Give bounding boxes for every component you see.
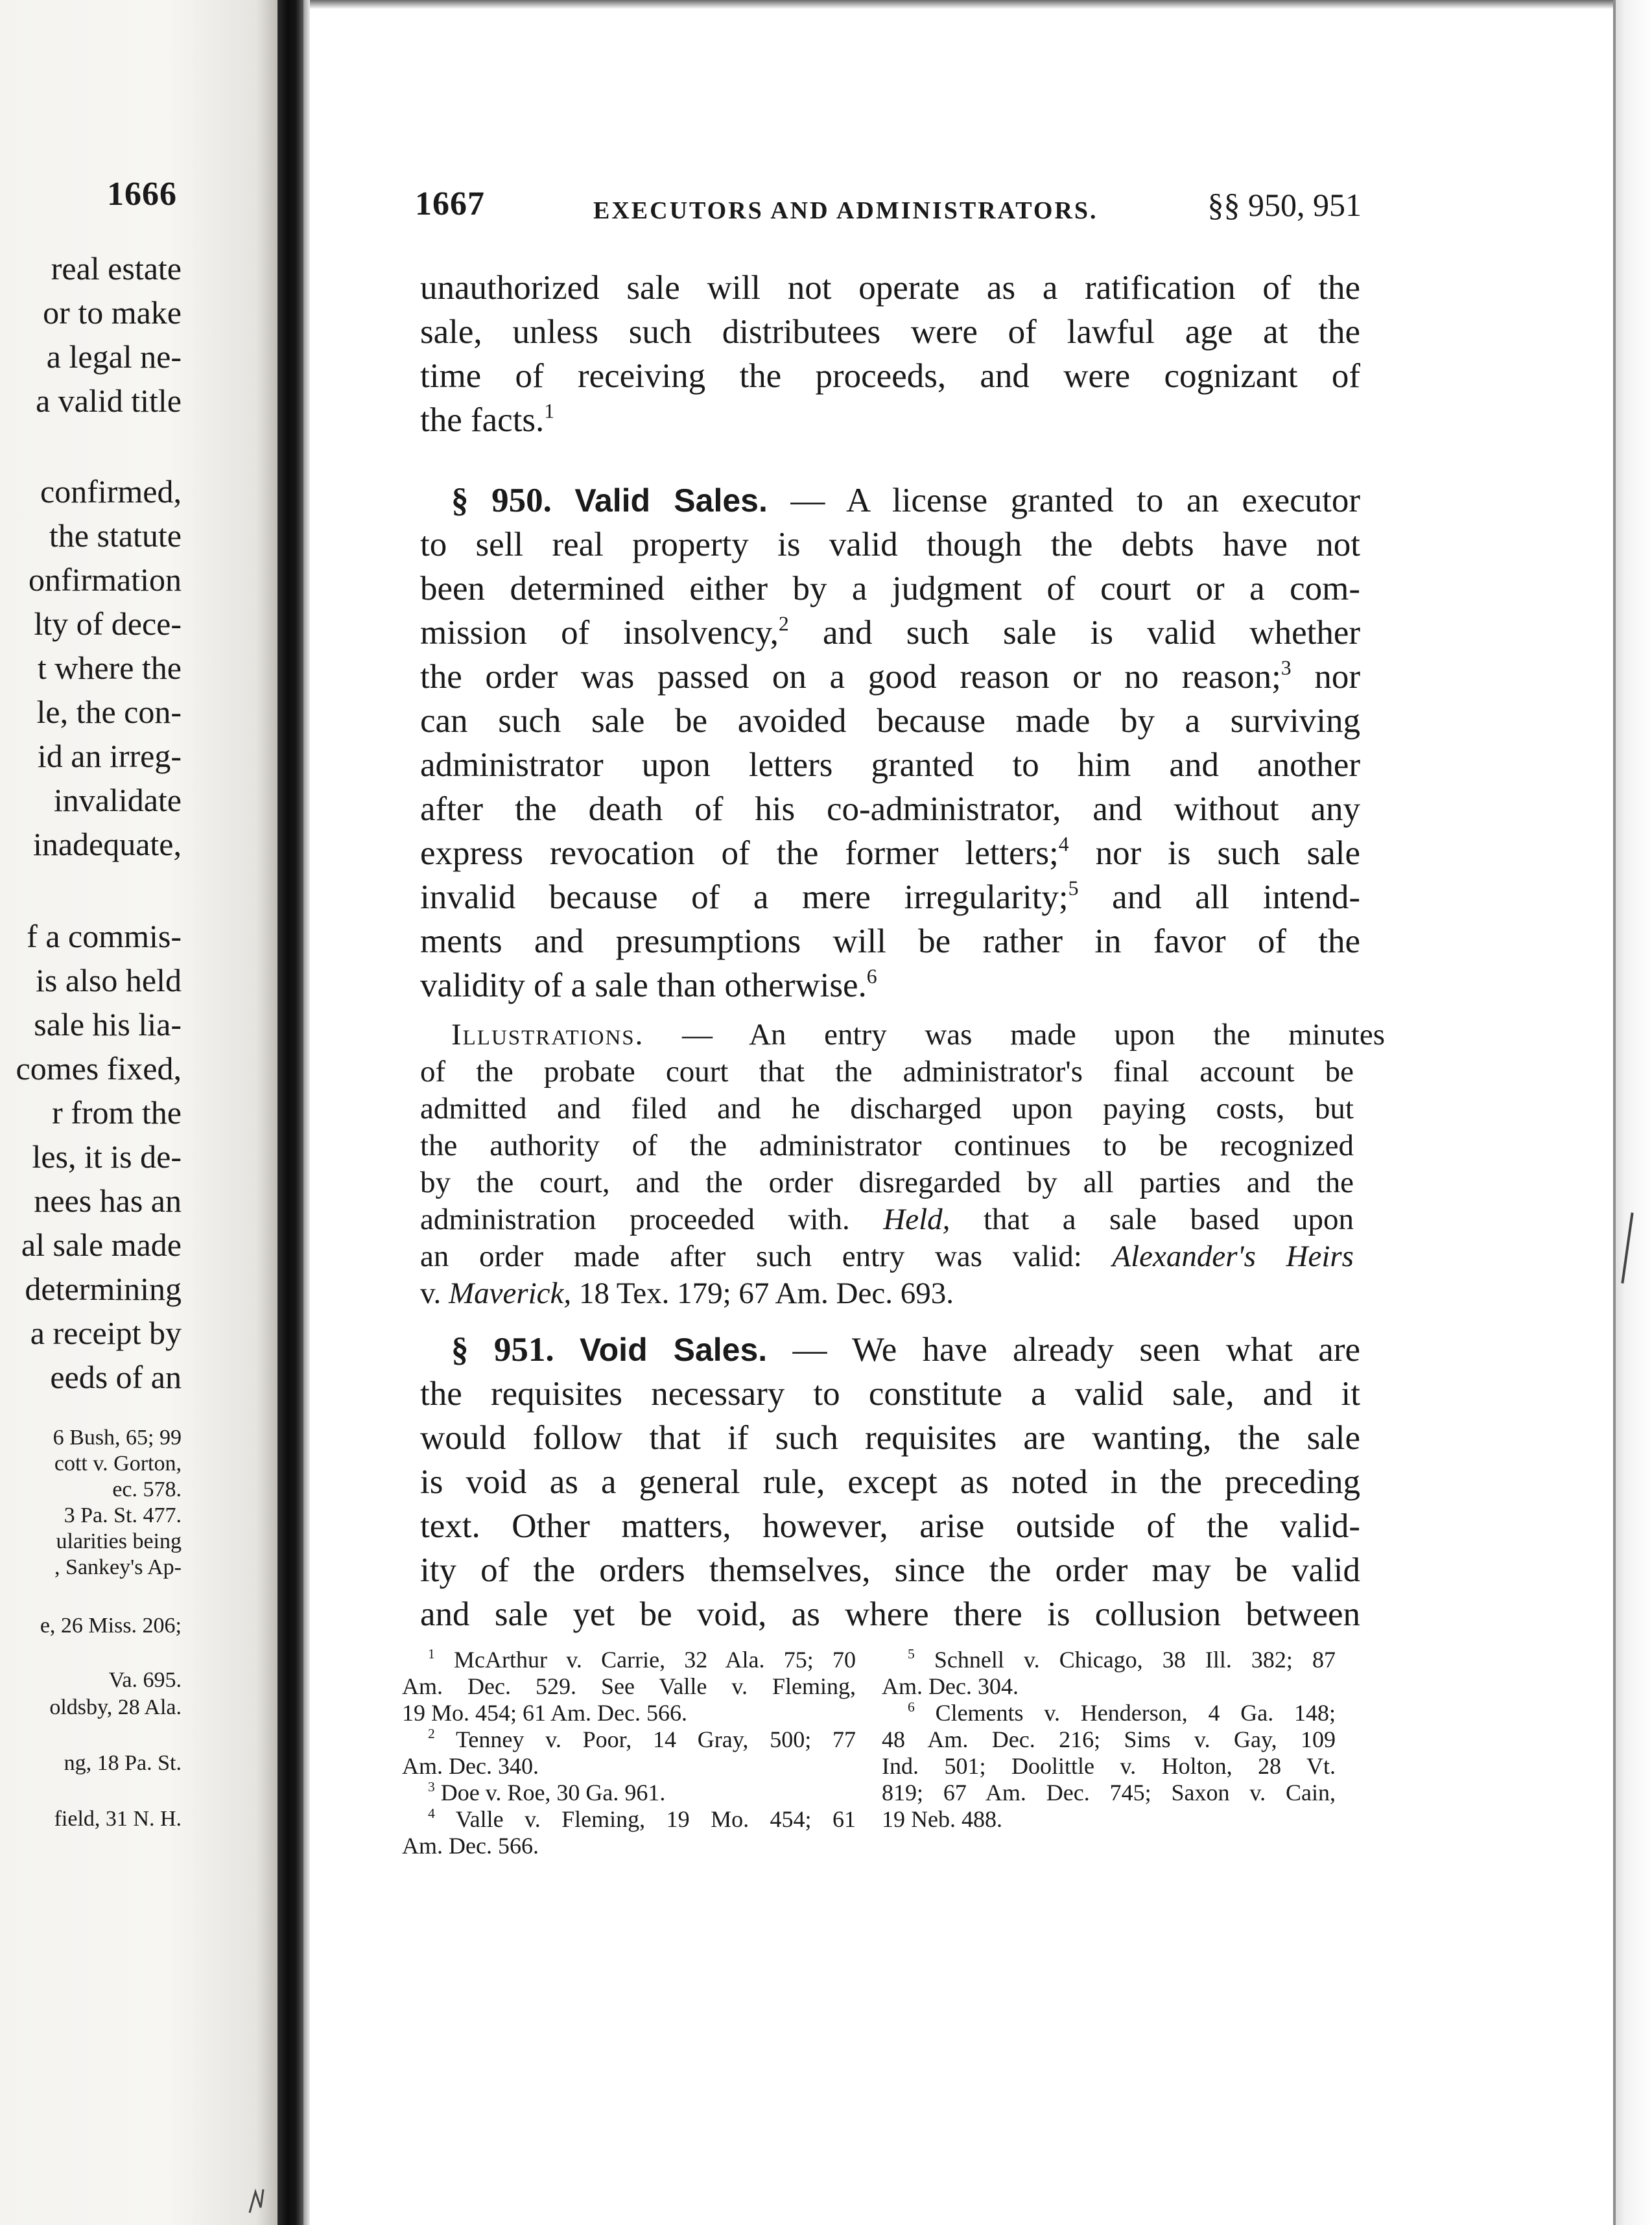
body-line: after the death of his co-administrator, and without any xyxy=(420,790,1360,828)
body-line: the requisites necessary to constitute a valid sale, and it xyxy=(420,1375,1360,1413)
running-header xyxy=(415,185,1362,230)
body-line: to sell real property is valid though the debts have not xyxy=(420,526,1360,563)
body-line: the facts.$^1$ xyxy=(420,399,555,439)
left-page-line: a valid title xyxy=(36,383,182,419)
left-page-line: t where the xyxy=(37,650,182,686)
footnote-3: $^3$ Doe v. Roe, 30 Ga. 961. xyxy=(428,1778,666,1806)
illustrations-label: Illustrations. xyxy=(451,1018,644,1052)
body-line: is void as a general rule, except as noted in the preceding xyxy=(420,1463,1360,1501)
illustrations-line: administration proceeded with. Held, that a sale based upon xyxy=(420,1203,1354,1236)
footnote-line: Am. Dec. 340. xyxy=(402,1753,539,1779)
body-line: ity of the orders themselves, since the order may be valid xyxy=(420,1551,1360,1589)
illustrations-line: of the probate court that the administrator's final account be xyxy=(420,1055,1354,1089)
left-page-line: r from the xyxy=(52,1094,182,1131)
margin-scribble xyxy=(246,2188,266,2214)
footnote-line: 48 Am. Dec. 216; Sims v. Gay, 109 xyxy=(882,1726,1336,1752)
left-page-footnote-line: oldsby, 28 Ala. xyxy=(49,1695,182,1719)
body-line: ments and presumptions will be rather in favor of the xyxy=(420,923,1360,960)
page-edge xyxy=(303,0,310,2225)
case-name: Maverick, xyxy=(448,1277,572,1310)
footnote-5: $^5$ Schnell v. Chicago, 38 Ill. 382; 87 xyxy=(908,1645,1336,1673)
body-line: unauthorized sale will not operate as a ratification of the xyxy=(420,269,1360,307)
body-line: the order was passed on a good reason or no reason;$^3$ nor xyxy=(420,656,1360,696)
body-line: can such sale be avoided because made by a surviving xyxy=(420,702,1360,740)
body-line: validity of a sale than otherwise.$^6$ xyxy=(420,965,877,1004)
scan-right-border xyxy=(1613,0,1652,2225)
footnote-2: $^2$ Tenney v. Poor, 14 Gray, 500; 77 xyxy=(428,1725,856,1752)
case-name: Alexander's Heirs xyxy=(1112,1240,1354,1273)
body-line: been determined either by a judgment of court or a com- xyxy=(420,570,1360,607)
left-page xyxy=(0,0,279,2225)
scan-edge-line xyxy=(1613,0,1616,2225)
left-page-footnote-line: ng, 18 Pa. St. xyxy=(64,1751,182,1775)
left-page-line: confirmed, xyxy=(40,473,182,510)
footnote-line: Am. Dec. 304. xyxy=(882,1673,1019,1699)
illustrations-line: the authority of the administrator continues to be recognized xyxy=(420,1129,1354,1162)
top-shadow xyxy=(310,0,1652,9)
left-page-footnote-line: 3 Pa. St. 477. xyxy=(64,1503,182,1527)
body-line: sale, unless such distributees were of lawful age at the xyxy=(420,313,1360,351)
left-page-line: sale his lia- xyxy=(34,1006,182,1042)
footnote-ref: 6 xyxy=(866,965,877,988)
left-page-footnote-line: ularities being xyxy=(56,1529,182,1553)
left-page-line: is also held xyxy=(36,962,182,998)
illustrations-line: admitted and filed and he discharged upon paying costs, but xyxy=(420,1092,1354,1125)
left-page-line: les, it is de- xyxy=(32,1138,182,1175)
held-italic: Held, xyxy=(883,1203,950,1236)
page-number: 1667 xyxy=(415,185,485,222)
footnotes-right-column xyxy=(882,1647,1336,1833)
body-line: would follow that if such requisites are wanting, the sale xyxy=(420,1419,1360,1457)
left-page-footnote-line: e, 26 Miss. 206; xyxy=(40,1614,182,1638)
left-page-line: nees has an xyxy=(34,1183,182,1219)
left-page-footnote-line: cott v. Gorton, xyxy=(54,1452,182,1476)
section-reference: §§ 950, 951 xyxy=(1207,187,1362,223)
footnote-ref: 2 xyxy=(778,612,789,635)
footnote-ref: 4 xyxy=(1058,832,1069,856)
body-line: express revocation of the former letters;$^4$ nor is such sale xyxy=(420,832,1360,872)
left-page-line: id an irreg- xyxy=(37,738,182,774)
body-line: time of receiving the proceeds, and were cognizant of xyxy=(420,357,1360,395)
left-page-line: determining xyxy=(25,1271,182,1307)
body-line: text. Other matters, however, arise outside of the valid- xyxy=(420,1507,1360,1545)
left-page-footnote-line: 6 Bush, 65; 99 xyxy=(53,1426,182,1450)
left-page-footnote-line: field, 31 N. H. xyxy=(54,1807,182,1831)
footnote-ref: 1 xyxy=(544,399,555,423)
section-950-number: § 950. xyxy=(451,482,552,519)
left-page-footnote-line: Va. 695. xyxy=(108,1668,182,1692)
footnote-1: $^1$ McArthur v. Carrie, 32 Ala. 75; 70 xyxy=(428,1645,856,1673)
left-page-line: the statute xyxy=(49,517,182,554)
illustrations-line: by the court, and the order disregarded by all parties and the xyxy=(420,1166,1354,1199)
section-950-heading: Valid Sales. xyxy=(574,482,768,519)
footnote-6: $^6$ Clements v. Henderson, 4 Ga. 148; xyxy=(908,1699,1336,1726)
body-line: and sale yet be void, as where there is collusion between xyxy=(420,1595,1360,1633)
left-page-line: f a commis- xyxy=(27,918,182,954)
left-page-footnote-line: , Sankey's Ap- xyxy=(54,1555,182,1579)
footnote-ref: 3 xyxy=(1280,656,1292,679)
footnote-line: 819; 67 Am. Dec. 745; Saxon v. Cain, xyxy=(882,1780,1336,1806)
left-page-line: or to make xyxy=(43,294,182,331)
section-951-first-line: § 951. Void Sales. — We have already seen what are xyxy=(451,1331,1361,1369)
left-page-number: 1666 xyxy=(107,176,177,213)
footnote-line: 19 Mo. 454; 61 Am. Dec. 566. xyxy=(402,1700,687,1726)
footnote-4: $^4$ Valle v. Fleming, 19 Mo. 454; 61 xyxy=(428,1805,856,1832)
left-page-line: al sale made xyxy=(21,1227,182,1263)
footnote-line: Ind. 501; Doolittle v. Holton, 28 Vt. xyxy=(882,1753,1336,1779)
left-page-line: lty of dece- xyxy=(34,606,182,642)
footnote-line: Am. Dec. 529. See Valle v. Fleming, xyxy=(402,1673,856,1699)
illustrations-line: an order made after such entry was valid: Alexander's Heirs xyxy=(420,1240,1354,1273)
left-page-line: comes fixed, xyxy=(16,1050,182,1087)
left-page-line: eeds of an xyxy=(50,1359,182,1395)
section-951-heading: Void Sales. xyxy=(580,1332,768,1368)
footnote-line: Am. Dec. 566. xyxy=(402,1833,539,1859)
left-page-line: a legal ne- xyxy=(46,338,182,375)
left-page-line: onfirmation xyxy=(28,561,182,598)
body-line: invalid because of a mere irregularity;$^5$ and all intend- xyxy=(420,877,1360,916)
footnote-ref: 5 xyxy=(1068,877,1079,900)
body-line: mission of insolvency,$^2$ and such sale is valid whether xyxy=(420,612,1361,652)
running-title: EXECUTORS AND ADMINISTRATORS. xyxy=(593,197,1098,224)
left-page-line: a receipt by xyxy=(30,1315,182,1351)
footnote-line: 19 Neb. 488. xyxy=(882,1806,1002,1832)
left-page-line: invalidate xyxy=(53,782,182,818)
section-950-first-line: § 950. Valid Sales. — A license granted to an executor xyxy=(451,482,1360,519)
left-page-line: le, the con- xyxy=(36,694,182,730)
illustrations-first-line: Illustrations. — An entry was made upon the minutes xyxy=(451,1018,1385,1052)
left-page-footnote-line: ec. 578. xyxy=(112,1477,182,1501)
left-page-line: real estate xyxy=(51,250,182,287)
left-page-line: inadequate, xyxy=(32,826,182,862)
illustrations-line: v. Maverick, 18 Tex. 179; 67 Am. Dec. 693. xyxy=(420,1277,954,1310)
body-line: administrator upon letters granted to him and another xyxy=(420,746,1360,784)
book-gutter xyxy=(277,0,303,2225)
section-951-number: § 951. xyxy=(451,1331,554,1369)
footnotes-left-column xyxy=(402,1647,856,1859)
